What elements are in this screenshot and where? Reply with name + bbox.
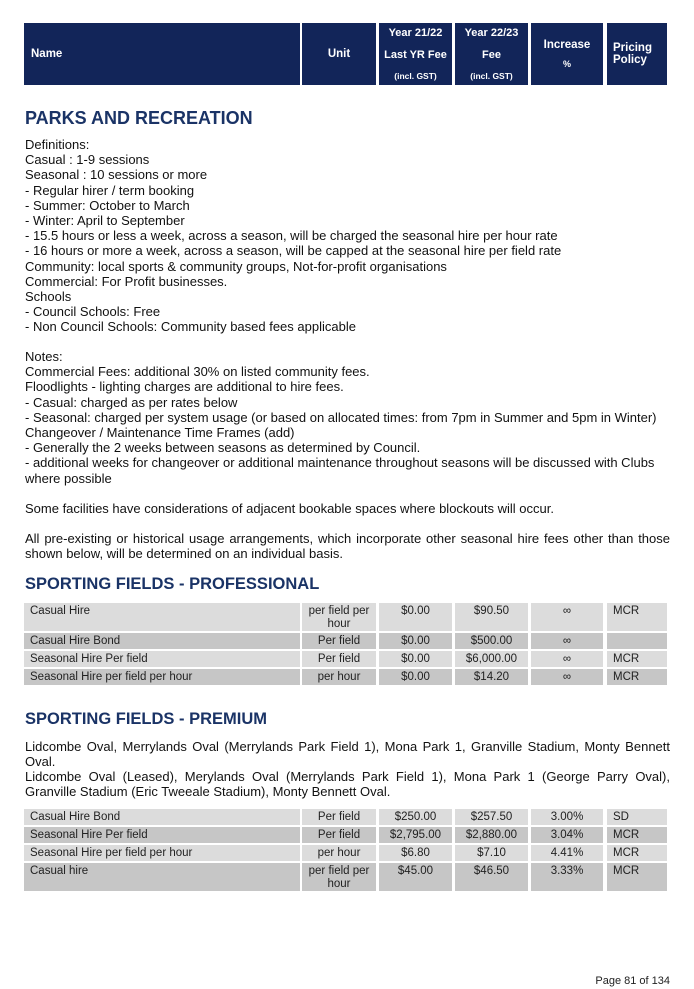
blockouts-paragraph [25,501,670,516]
row-unit: Per field [302,633,376,649]
notes-line: Floodlights - lighting charges are additional to hire fees. [25,379,344,395]
row-last-fee: $45.00 [379,863,452,891]
header-last-year [379,23,452,85]
header-increase-unit: % [562,59,571,69]
row-policy: MCR [607,863,667,891]
row-increase: ∞ [531,633,603,649]
row-last-fee: $2,795.00 [379,827,452,843]
row-policy: SD [607,809,667,825]
definitions-line: Commercial: For Profit businesses. [25,273,228,289]
definitions-line: Definitions: [25,137,90,152]
row-fee: $257.50 [455,809,528,825]
row-last-fee: $0.00 [379,651,452,667]
row-policy: MCR [607,651,667,667]
definitions-line: Community: local sports & community groups, Not-for-profit organisations [25,258,447,274]
premium-table [24,809,670,891]
row-fee: $90.50 [455,603,528,631]
definitions-line: - Regular hirer / term booking [25,182,195,198]
preexisting-text: All pre-existing or historical usage arrangements, which incorporate other seasonal hire fees other than those shown below, will be determined on an individual basis. [25,531,670,562]
header-increase-label: Increase [543,39,591,51]
notes-line: Commercial Fees: additional 30% on listed community fees. [25,364,370,380]
header-pricing-policy [607,23,667,85]
row-fee: $6,000.00 [455,651,528,667]
page-number: Page 81 of 134 [595,975,670,987]
header-this-year-fee: Fee [482,49,501,61]
row-name: Seasonal Hire per field per hour [24,669,300,685]
header-last-year-gst: (incl. GST) [394,71,437,81]
row-increase: ∞ [531,651,603,667]
definitions-line: - Winter: April to September [25,213,185,229]
row-increase: ∞ [531,669,603,685]
row-last-fee: $0.00 [379,633,452,649]
header-this-year-gst: (incl. GST) [470,71,513,81]
definitions-block [25,137,670,335]
row-name: Seasonal Hire per field per hour [24,845,300,861]
premium-title: SPORTING FIELDS - PREMIUM [25,710,268,728]
header-increase [531,23,603,85]
table-row [24,603,670,631]
row-unit: per hour [302,845,376,861]
notes-line: - Casual: charged as per rates below [25,394,238,410]
row-fee: $500.00 [455,633,528,649]
notes-line: Notes: [25,349,63,364]
definitions-line: Schools [25,289,72,305]
table-row [24,863,670,891]
definitions-line: - Summer: October to March [25,197,190,213]
row-policy: MCR [607,845,667,861]
row-policy: MCR [607,669,667,685]
definitions-line: - Council Schools: Free [25,304,161,320]
notes-block [25,349,670,486]
row-policy: MCR [607,827,667,843]
definitions-line: - 15.5 hours or less a week, across a season, will be charged the seasonal hire per hour rate [25,228,558,244]
definitions-line: Casual : 1-9 sessions [25,152,150,168]
header-name: Name [24,23,300,85]
row-name: Casual Hire [24,603,300,631]
header-this-year-label: Year 22/23 [464,27,519,39]
header-pricing-policy-line2: Policy [613,54,647,66]
row-increase: 3.00% [531,809,603,825]
row-name: Casual hire [24,863,300,891]
premium-paragraph-2 [25,769,670,799]
row-name: Seasonal Hire Per field [24,651,300,667]
table-row [24,827,670,843]
header-this-year [455,23,528,85]
definitions-line: - Non Council Schools: Community based fees applicable [25,319,356,335]
row-unit: per field per hour [302,603,376,631]
row-unit: Per field [302,809,376,825]
row-fee: $7.10 [455,845,528,861]
row-last-fee: $250.00 [379,809,452,825]
professional-title: SPORTING FIELDS - PROFESSIONAL [25,575,320,593]
row-fee: $2,880.00 [455,827,528,843]
table-row [24,633,670,649]
row-increase: 3.33% [531,863,603,891]
notes-line: - Generally the 2 weeks between seasons as determined by Council. [25,440,421,456]
header-last-year-fee: Last YR Fee [384,49,447,61]
definitions-line: Seasonal : 10 sessions or more [25,167,208,183]
premium-paragraph-1 [25,739,670,769]
notes-line: - Seasonal: charged per system usage (or based on allocated times: from 7pm in Summer and 5pm in Winter) [25,409,657,425]
table-header [24,23,670,85]
row-increase: ∞ [531,603,603,631]
header-last-year-label: Year 21/22 [388,27,443,39]
row-last-fee: $0.00 [379,603,452,631]
row-unit: Per field [302,651,376,667]
professional-table [24,603,670,685]
blockouts-text: Some facilities have considerations of adjacent bookable spaces where blockouts will occur. [25,501,554,516]
table-row [24,669,670,685]
row-increase: 3.04% [531,827,603,843]
header-pricing-policy-line1: Pricing [613,41,652,54]
row-policy: MCR [607,603,667,631]
notes-line: - additional weeks for changeover or additional maintenance throughout seasons will be discussed with Clubs where possible [25,455,655,486]
row-fee: $46.50 [455,863,528,891]
premium-venues-leased-text: Lidcombe Oval (Leased), Merylands Oval (Merrylands Park Field 1), Mona Park 1 (George Parry Oval), Granville Stadium (Eric Tweeale Stadium), Monty Bennett Oval. [25,769,670,800]
row-last-fee: $6.80 [379,845,452,861]
table-row [24,809,670,825]
header-unit: Unit [302,23,376,85]
row-unit: Per field [302,827,376,843]
row-policy [607,633,667,649]
row-name: Casual Hire Bond [24,809,300,825]
row-last-fee: $0.00 [379,669,452,685]
notes-line: Changeover / Maintenance Time Frames (add) [25,425,295,441]
row-increase: 4.41% [531,845,603,861]
section-title: PARKS AND RECREATION [25,108,253,128]
row-fee: $14.20 [455,669,528,685]
row-name: Casual Hire Bond [24,633,300,649]
row-unit: per hour [302,669,376,685]
preexisting-paragraph [25,531,670,561]
row-name: Seasonal Hire Per field [24,827,300,843]
premium-venues-text: Lidcombe Oval, Merrylands Oval (Merrylands Park Field 1), Mona Park 1, Granville Stadium, Monty Bennett Oval. [25,739,670,770]
row-unit: per field per hour [302,863,376,891]
table-row [24,651,670,667]
table-row [24,845,670,861]
definitions-line: - 16 hours or more a week, across a season, will be capped at the seasonal hire per field rate [25,243,562,259]
